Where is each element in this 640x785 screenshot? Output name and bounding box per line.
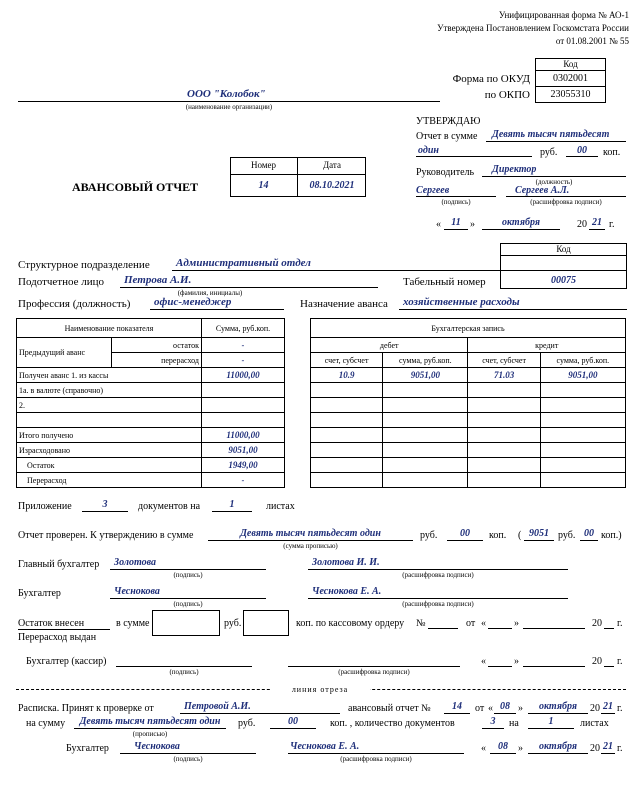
doc-date: 08.10.2021 — [309, 180, 355, 191]
receipt-year2: 21 — [603, 741, 613, 752]
check-kop-label: коп. — [489, 530, 507, 541]
lt-h1: Наименование показателя — [17, 319, 202, 338]
receipt-kop: 00 — [288, 716, 298, 727]
cashier-year-suffix: г. — [617, 656, 623, 667]
chief-decoding-caption: (расшифровка подписи) — [402, 571, 474, 579]
cash-rub-box — [152, 610, 220, 636]
cash-year-suffix: г. — [617, 618, 623, 629]
form-line-1: Унифицированная форма № АО-1 — [498, 10, 629, 20]
okud-label: Форма по ОКУД — [452, 73, 530, 85]
check-caption: (сумма прописью) — [283, 542, 338, 550]
check-open-paren: ( — [518, 530, 522, 541]
acc-sign-caption: (подпись) — [173, 600, 203, 608]
form-line-2: Утверждена Постановлением Госкомстата России — [437, 23, 629, 33]
cash-rub-label: руб. — [224, 618, 242, 629]
cashier-sign-caption: (подпись) — [169, 668, 199, 676]
lt-total-received-sum: 11000,00 — [202, 428, 285, 443]
cashier-quote-open: « — [481, 656, 486, 667]
person-code-label: Код — [556, 244, 571, 254]
receipt2-quote-close: » — [518, 743, 523, 754]
cash-rem-label: Остаток внесен — [18, 618, 85, 629]
lt-received-sum: 11000,00 — [202, 368, 285, 383]
approve-kop: 00 — [577, 145, 587, 156]
receipt2-year-prefix: 20 — [590, 743, 600, 754]
receipt-acc-label: Бухгалтер — [66, 743, 109, 754]
purpose-label: Назначение аванса — [300, 298, 388, 310]
approve-rub-label: руб. — [540, 147, 558, 158]
person-value: Петрова А.И. — [124, 274, 192, 286]
receipt-text2: авансовый отчет № — [348, 703, 431, 714]
lt-over: Перерасход — [17, 473, 202, 488]
right-table — [310, 318, 626, 488]
receipt-day: 08 — [500, 701, 510, 712]
receipt-words-caption: (прописью) — [132, 730, 168, 738]
chief-decoding: Золотова И. И. — [312, 557, 380, 568]
lt-remainder-sum: - — [202, 338, 285, 353]
receipt-on: на — [509, 718, 519, 729]
lt-over-sum: - — [202, 473, 285, 488]
approve-quote-open: « — [436, 219, 441, 230]
approve-sum-words-2: один — [418, 145, 439, 156]
lt-balance-sum: 1949,00 — [202, 458, 285, 473]
prof-label: Профессия (должность) — [18, 298, 131, 310]
approve-quote-close: » — [470, 219, 475, 230]
lt-h2: Сумма, руб.коп. — [202, 319, 285, 338]
rt-credit-sum: 9051,00 — [540, 368, 625, 383]
check-kop2-label: коп.) — [601, 530, 622, 541]
receipt-sheets: 1 — [548, 716, 554, 727]
receipt-quote-open: « — [488, 703, 493, 714]
approve-kop-label: коп. — [603, 147, 621, 158]
lt-overspend-sum: - — [202, 353, 285, 368]
acc-decoding: Чеснокова Е. А. — [312, 586, 382, 597]
okud-value: 0302001 — [553, 73, 588, 84]
receipt-rub: руб. — [238, 718, 256, 729]
cut-line-label: линия отреза — [270, 685, 370, 694]
acc-sign: Чеснокова — [114, 586, 160, 597]
receipt-text1: Расписка. Принят к проверке от — [18, 703, 154, 714]
receipt-sign-caption: (подпись) — [173, 755, 203, 763]
receipt-kop-docs: коп. , количество документов — [330, 718, 455, 729]
cash-from: от — [466, 618, 476, 629]
attach-sheets: 1 — [229, 499, 235, 510]
cash-no: № — [416, 618, 426, 629]
cashier-year-prefix: 20 — [592, 656, 602, 667]
approve-year: 21 — [592, 217, 602, 228]
approve-year-prefix: 20 — [577, 219, 587, 230]
rt-debit-sum: 9051,00 — [383, 368, 468, 383]
okpo-label: по ОКПО — [484, 89, 530, 101]
doc-number: 14 — [258, 180, 269, 191]
cash-kop-box — [243, 610, 289, 636]
head-position: Директор — [492, 164, 537, 175]
lt-spent-sum: 9051,00 — [202, 443, 285, 458]
lt-prev-advance: Предыдущий аванс — [17, 338, 112, 368]
rt-debit-account: 10.9 — [311, 368, 383, 383]
receipt-acc-decoding: Чеснокова Е. А. — [290, 741, 360, 752]
receipt-year: 21 — [603, 701, 613, 712]
check-kop: 00 — [460, 528, 470, 539]
chief-sign-caption: (подпись) — [173, 571, 203, 579]
receipt-year-prefix: 20 — [590, 703, 600, 714]
approve-sum-words-1: Девять тысяч пятьдесят — [492, 129, 610, 140]
receipt-quote-close: » — [518, 703, 523, 714]
cash-over-label: Перерасход выдан — [18, 632, 97, 643]
acc-label: Бухгалтер — [18, 588, 61, 599]
receipt-words: Девять тысяч пятьдесят один — [79, 716, 221, 727]
cashier-decoding-caption: (расшифровка подписи) — [338, 668, 410, 676]
receipt-sum-label: на сумму — [26, 718, 66, 729]
lt-received: Получен аванс 1. из кассы — [17, 368, 202, 383]
head-signature: Сергеев — [416, 185, 450, 196]
left-table — [16, 318, 285, 488]
check-label: Отчет проверен. К утверждению в сумме — [18, 530, 194, 541]
cashier-label: Бухгалтер (кассир) — [26, 656, 107, 667]
receipt2-quote-open: « — [481, 743, 486, 754]
receipt-docs: 3 — [490, 716, 496, 727]
attach-sheets-label: листах — [266, 501, 295, 512]
rt-debit-sum-h: сумма, руб.коп. — [383, 353, 468, 368]
receipt-day2: 08 — [498, 741, 508, 752]
purpose-value: хозяйственные расходы — [403, 296, 520, 308]
prof-value: офис-менеджер — [154, 296, 232, 308]
signature-caption: (подпись) — [441, 198, 471, 206]
cash-year-prefix: 20 — [592, 618, 602, 629]
rt-title: Бухгалтерская запись — [311, 319, 626, 338]
receipt-number: 14 — [452, 701, 462, 712]
check-rub-num: 9051 — [529, 528, 549, 539]
person-caption: (фамилия, инициалы) — [177, 289, 243, 297]
rt-credit-account: 71.03 — [468, 368, 540, 383]
check-words: Девять тысяч пятьдесят один — [240, 528, 381, 539]
attach-docs: 3 — [102, 499, 108, 510]
org-caption: (наименование организации) — [185, 103, 273, 111]
approve-sum-label: Отчет в сумме — [416, 131, 478, 142]
lt-overspend: перерасход — [112, 353, 202, 368]
check-kop2: 00 — [584, 528, 594, 539]
receipt-month2: октября — [539, 741, 577, 752]
head-decoding: Сергеев А.Л. — [515, 185, 570, 196]
receipt2-year-suffix: г. — [617, 743, 623, 754]
cash-quote-close: » — [514, 618, 519, 629]
doc-number-label: Номер — [250, 160, 277, 170]
form-line-3: от 01.08.2001 № 55 — [555, 36, 629, 46]
dept-label: Структурное подразделение — [18, 259, 150, 271]
tab-label: Табельный номер — [403, 276, 486, 288]
attach-label: Приложение — [18, 501, 72, 512]
approve-month: октября — [502, 217, 540, 228]
attach-docs-label: документов на — [138, 501, 201, 512]
decoding-caption: (расшифровка подписи) — [530, 198, 602, 206]
rt-debit-account-h: счет, субсчет — [311, 353, 383, 368]
position-caption: (должность) — [535, 178, 573, 186]
receipt-sheets-label: листах — [580, 718, 609, 729]
doc-date-label: Дата — [323, 160, 341, 170]
person-label: Подотчетное лицо — [18, 276, 105, 288]
check-rub-num-label: руб. — [558, 530, 576, 541]
cashier-quote-close: » — [514, 656, 519, 667]
lt-remainder: остаток — [112, 338, 202, 353]
cash-sum-label: в сумме — [116, 618, 150, 629]
chief-label: Главный бухгалтер — [18, 559, 100, 570]
approve-year-suffix: г. — [609, 219, 615, 230]
doc-title: АВАНСОВЫЙ ОТЧЕТ — [72, 180, 199, 194]
receipt-year-suffix: г. — [617, 703, 623, 714]
lt-total-received: Итого получено — [17, 428, 202, 443]
approve-title: УТВЕРЖДАЮ — [416, 116, 481, 127]
head-label: Руководитель — [416, 167, 475, 178]
dept-value: Административный отдел — [176, 257, 311, 269]
lt-spent: Израсходовано — [17, 443, 202, 458]
rt-credit-account-h: счет, субсчет — [468, 353, 540, 368]
receipt-from: от — [475, 703, 485, 714]
lt-balance: Остаток — [17, 458, 202, 473]
lt-row2: 2. — [17, 398, 202, 413]
okpo-value: 23055310 — [550, 89, 591, 100]
lt-currency: 1а. в валюте (справочно) — [17, 383, 202, 398]
rt-credit-sum-h: сумма, руб.коп. — [540, 353, 625, 368]
cash-quote-open: « — [481, 618, 486, 629]
tab-value: 00075 — [551, 275, 576, 286]
rt-credit: кредит — [468, 338, 626, 353]
receipt-acc-sign: Чеснокова — [134, 741, 180, 752]
cash-kop-order: коп. по кассовому ордеру — [296, 618, 405, 629]
approve-day: 11 — [451, 217, 461, 228]
check-rub-label: руб. — [420, 530, 438, 541]
receipt-person: Петровой А.И. — [184, 701, 251, 712]
receipt-month: октября — [539, 701, 577, 712]
code-label: Код — [563, 59, 578, 69]
chief-sign: Золотова — [114, 557, 157, 568]
org-name: ООО "Колобок" — [187, 88, 266, 100]
receipt-decoding-caption: (расшифровка подписи) — [340, 755, 412, 763]
rt-debit: дебет — [311, 338, 468, 353]
acc-decoding-caption: (расшифровка подписи) — [402, 600, 474, 608]
